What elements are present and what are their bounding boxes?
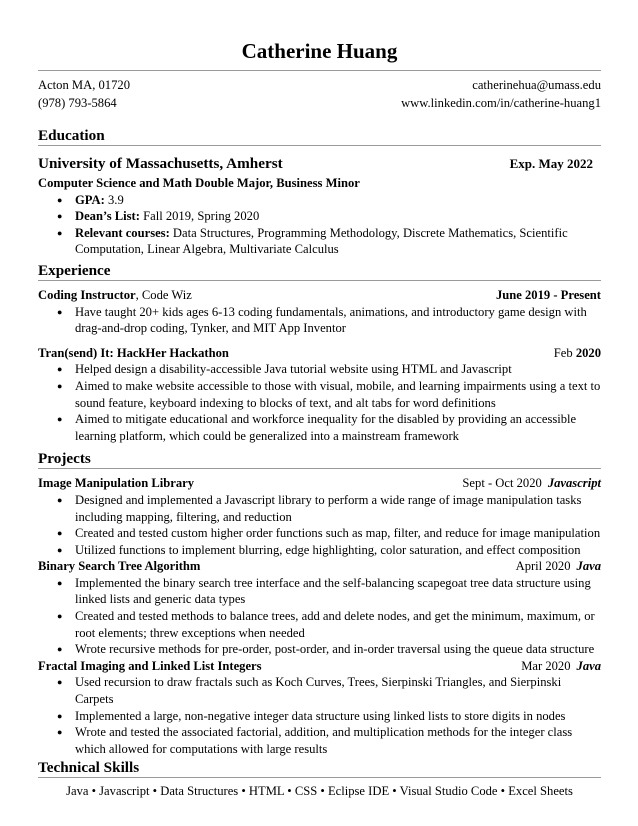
project-language: Java	[576, 559, 601, 574]
list-item: ● Used recursion to draw fractals such as Koch Curves, Trees, Sierpinski Triangles, and Sierpinski Carpets	[38, 674, 601, 707]
project-name: Binary Search Tree Algorithm	[38, 559, 201, 574]
list-item: ● Relevant courses: Data Structures, Programming Methodology, Discrete Mathematics, Scientific Computation, Linear Algebra, Multivariate Calculus	[38, 225, 601, 258]
phone: (978) 793-5864	[38, 96, 117, 110]
education-heading: Education	[38, 127, 105, 144]
job-bullets	[38, 361, 601, 444]
job-bullets	[38, 304, 601, 337]
project-header	[38, 558, 601, 575]
job-date: June 2019 - Present	[495, 287, 601, 302]
education-entry-header	[38, 154, 601, 173]
graduation-date: Exp. May 2022	[509, 156, 593, 171]
list-item: ● Wrote recursive methods for pre-order, post-order, and in-order traversal using the queue data structure	[38, 641, 601, 658]
job-header	[38, 345, 601, 362]
job-role: Coding Instructor	[38, 287, 136, 302]
list-item: ● Created and tested methods to balance trees, add and delete nodes, and get the minimum, maximum, or root elements; threw exceptions when needed	[38, 608, 601, 641]
project-date: Mar 2020	[521, 658, 571, 673]
project-language: Java	[576, 658, 601, 673]
list-item: ● Designed and implemented a Javascript library to perform a wide range of image manipulation tasks including mapping, filtering, and reduction	[38, 492, 601, 525]
job-header: Coding Instructor, Code Wiz June 2019 - Present	[38, 287, 601, 302]
project-bullets	[38, 492, 601, 558]
project-date: April 2020	[515, 559, 571, 574]
project-header	[38, 475, 601, 492]
job-role: Tran(send) It: HackHer Hackathon	[38, 345, 229, 360]
contact-block	[38, 76, 601, 112]
project-header	[38, 658, 601, 675]
list-item: ● Helped design a disability-accessible Java tutorial website using HTML and Javascript	[38, 361, 601, 378]
projects-heading: Projects	[38, 450, 91, 468]
candidate-name: Catherine Huang	[241, 39, 398, 63]
list-item: ● Utilized functions to implement blurring, edge highlighting, color saturation, and effect composition	[38, 542, 601, 559]
list-item: ● Aimed to mitigate educational and workforce inequality for the disabled by providing an accessible learning platform, which could be generalized into a mainstream framework	[38, 411, 601, 444]
project-bullets	[38, 575, 601, 658]
list-item: ● Wrote and tested the associated factorial, addition, and multiplication methods for the integer class which allowed for computations with large results	[38, 724, 601, 757]
degree: Computer Science and Math Double Major, Business Minor	[38, 176, 360, 190]
location: Acton MA, 01720	[38, 78, 130, 92]
skills-heading: Technical Skills	[38, 759, 140, 777]
skills-list: Java • Javascript • Data Structures • HTML • CSS • Eclipse IDE • Visual Studio Code • Excel Sheets	[66, 784, 573, 799]
project-language: Javascript	[547, 476, 601, 491]
project-bullets	[38, 674, 601, 757]
list-item: ● Implemented the binary search tree interface and the self-balancing scapegoat tree data structure using linked lists and generic data types	[38, 575, 601, 608]
project-date: Sept - Oct 2020	[462, 476, 542, 491]
education-bullets	[38, 192, 601, 258]
list-item: ● Have taught 20+ kids ages 6-13 coding fundamentals, animations, and introductory game design with drag-and-drop coding, Tynker, and MIT App Inventor	[38, 304, 601, 337]
list-item: ● Dean’s List: Fall 2019, Spring 2020	[38, 208, 601, 225]
list-item: ● Implemented a large, non-negative integer data structure using linked lists to store digits in nodes	[38, 708, 601, 725]
list-item: ● GPA: 3.9	[38, 192, 601, 209]
skills-divider	[38, 777, 601, 778]
list-item: ● Aimed to make website accessible to those with visual, mobile, and learning impairments using a text to sound feature, keyboard indexing to blocks of text, and alt tabs for word definitions	[38, 378, 601, 411]
email-link[interactable]: catherinehua@umass.edu	[472, 78, 601, 92]
list-item: ● Created and tested custom higher order functions such as map, filter, and reduce for image manipulation	[38, 525, 601, 542]
linkedin-link[interactable]: www.linkedin.com/in/catherine-huang1	[401, 96, 601, 110]
school-name: University of Massachusetts, Amherst	[38, 155, 283, 172]
project-name: Fractal Imaging and Linked List Integers	[38, 658, 262, 673]
header-divider	[38, 70, 601, 71]
job-date: Feb 2020	[553, 345, 601, 360]
experience-heading: Experience	[38, 261, 111, 279]
job-org: Code Wiz	[141, 287, 192, 302]
project-name: Image Manipulation Library	[38, 476, 195, 491]
